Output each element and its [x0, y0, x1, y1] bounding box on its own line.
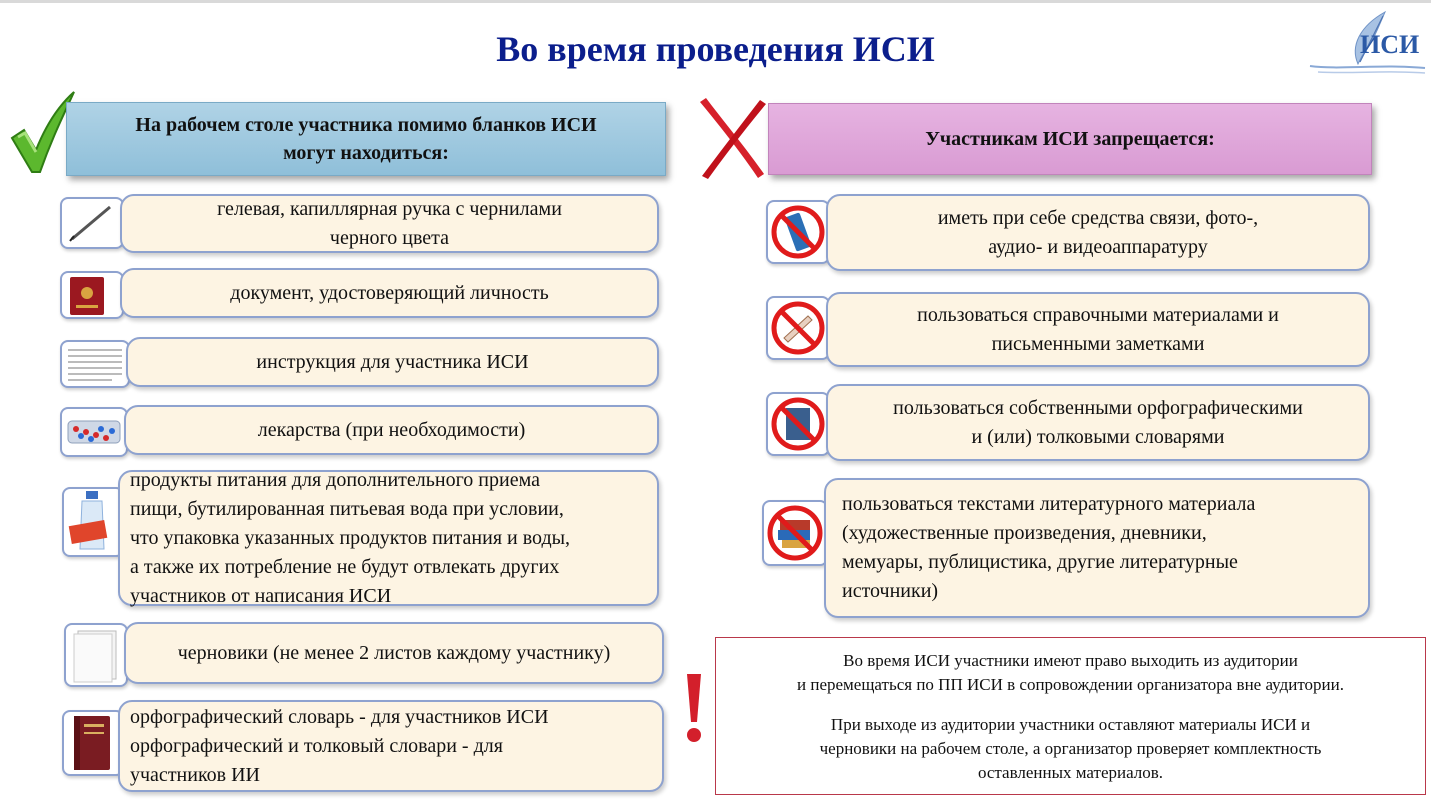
allowed-item-text: гелевая, капиллярная ручка с чернилами [217, 197, 562, 220]
forbidden-header-label: Участникам ИСИ запрещается: [925, 128, 1215, 150]
forbidden-header [768, 103, 1372, 175]
allowed-item-id-document [120, 268, 659, 318]
allowed-item-medicine [124, 405, 659, 455]
allowed-item-text: пищи, бутилированная питьевая вода при условии, [130, 497, 564, 520]
allowed-item-food-water [118, 470, 659, 606]
cross-mark-icon [694, 96, 768, 180]
allowed-item-instruction [126, 337, 659, 387]
forbidden-item-text: (художественные произведения, дневники, [842, 522, 1207, 544]
allowed-item-drafts [124, 622, 664, 684]
no-notes-icon [766, 296, 830, 360]
notice-p2-line2: черновики на рабочем столе, а организатор проверяет комплектность [819, 739, 1322, 758]
allowed-item-text: продукты питания для дополнительного приема [130, 468, 540, 491]
allowed-item-text: а также их потребление не будут отвлекать других [130, 555, 560, 578]
forbidden-item-text: иметь при себе средства связи, фото-, [937, 206, 1259, 229]
logo-text: ИСИ [1360, 30, 1420, 59]
forbidden-item-text: источники) [842, 580, 939, 602]
forbidden-item-devices [826, 194, 1370, 271]
allowed-item-text: лекарства (при необходимости) [257, 418, 526, 441]
allowed-item-pen [120, 194, 659, 253]
allowed-item-dictionary [118, 700, 664, 792]
dictionary-book-icon [62, 710, 124, 776]
allowed-item-text: участников от написания ИСИ [130, 584, 392, 607]
allowed-item-text: документ, удостоверяющий личность [230, 281, 549, 304]
allowed-header-line2: могут находиться: [283, 142, 449, 164]
allowed-item-text: черновики (не менее 2 листов каждому участнику) [177, 641, 611, 664]
forbidden-item-reference [826, 292, 1370, 367]
notice-box [715, 637, 1426, 795]
allowed-item-text: орфографический и толковый словари - для [130, 734, 503, 757]
allowed-header [66, 102, 666, 176]
instruction-sheet-icon [60, 340, 130, 388]
allowed-item-text: черного цвета [329, 226, 450, 249]
water-bottle-icon [62, 487, 124, 557]
forbidden-item-text: пользоваться справочными материалами и [917, 303, 1279, 326]
allowed-item-text: орфографический словарь - для участников ИСИ [130, 705, 549, 728]
allowed-item-text: инструкция для участника ИСИ [256, 350, 529, 373]
no-books-icon [762, 500, 828, 566]
forbidden-item-text: письменными заметками [991, 332, 1205, 355]
notice-p1-line2: и перемещаться по ПП ИСИ в сопровождении организатора вне аудитории. [797, 675, 1344, 694]
no-phone-icon [766, 200, 830, 264]
page-title: Во время проведения ИСИ [496, 29, 935, 69]
allowed-header-line1: На рабочем столе участника помимо бланков ИСИ [135, 114, 597, 136]
forbidden-item-text: и (или) толковыми словарями [971, 425, 1225, 448]
forbidden-item-own-dictionaries [826, 384, 1370, 461]
forbidden-item-literature [824, 478, 1370, 618]
pills-icon [60, 407, 128, 457]
forbidden-item-text: пользоваться текстами литературного материала [842, 493, 1256, 515]
passport-icon [60, 271, 124, 319]
allowed-item-text: участников ИИ [130, 763, 260, 786]
forbidden-item-text: мемуары, публицистика, другие литературные [842, 551, 1238, 573]
allowed-item-text: что упаковка указанных продуктов питания и воды, [130, 526, 571, 549]
notice-p2-line3: оставленных материалов. [977, 763, 1164, 782]
forbidden-item-text: пользоваться собственными орфографическими [893, 396, 1303, 419]
forbidden-item-text: аудио- и видеоаппаратуру [988, 235, 1208, 258]
exclamation-icon [683, 672, 705, 744]
top-divider [0, 0, 1431, 3]
notice-p2-line1: При выходе из аудитории участники оставляют материалы ИСИ и [830, 715, 1311, 734]
pen-icon [60, 197, 124, 249]
notice-p1-line1: Во время ИСИ участники имеют право выходить из аудитории [843, 651, 1298, 670]
paper-sheets-icon [64, 623, 128, 687]
no-dictionary-icon [766, 392, 830, 456]
